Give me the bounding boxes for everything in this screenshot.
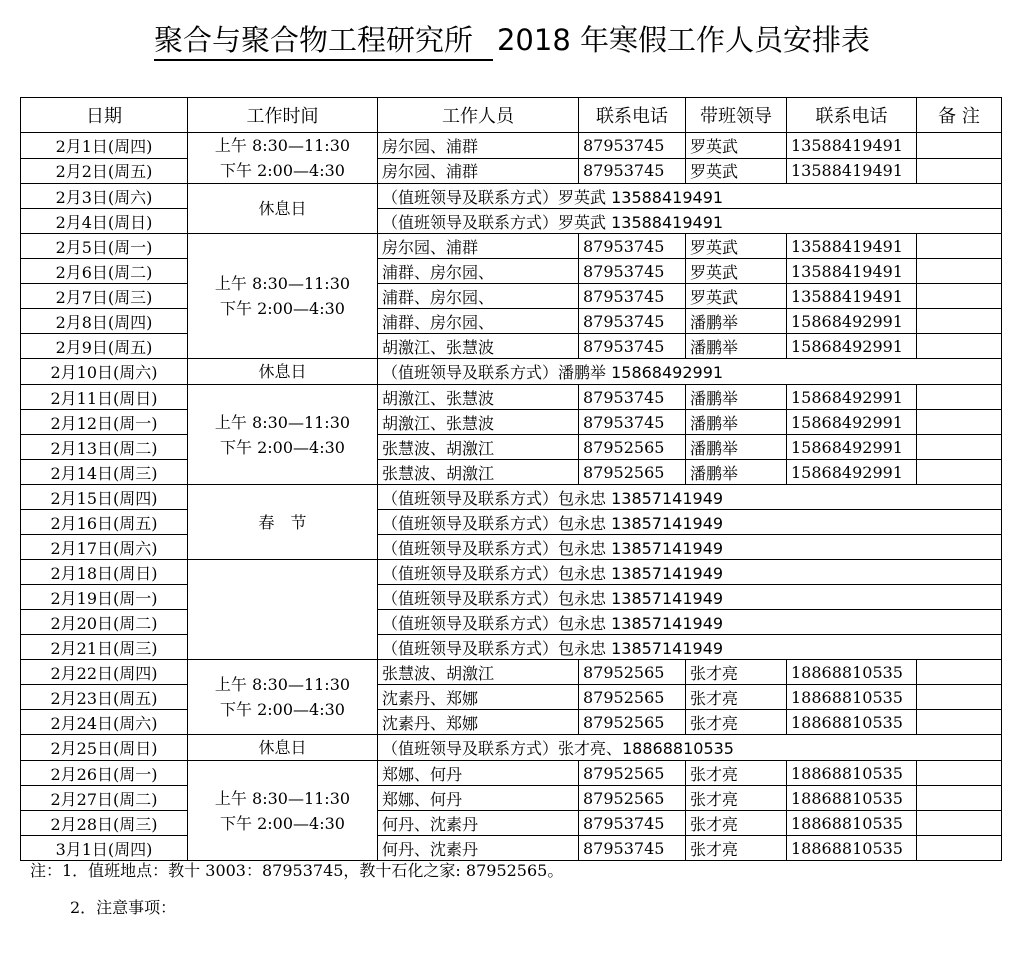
date-cell: 2月16日(周五) [21, 510, 188, 535]
staff-cell: 浦群、房尔园、 [378, 284, 579, 309]
table-row [21, 284, 1002, 309]
schedule-title: 2018 年寒假工作人员安排表 [496, 23, 871, 57]
header-work-time: 工作时间 [188, 98, 378, 133]
spring-festival-cell: 春 节 [188, 485, 378, 560]
staff-cell: 浦群、房尔园、 [378, 259, 579, 284]
date-cell: 2月17日(周六) [21, 535, 188, 560]
table-row [21, 184, 1002, 209]
remarks-cell [917, 385, 1002, 410]
remarks-cell [917, 309, 1002, 334]
staff-cell: 胡激江、张慧波 [378, 410, 579, 435]
staff-cell: 何丹、沈素丹 [378, 811, 579, 836]
remarks-cell [917, 460, 1002, 485]
staff-cell: 沈素丹、郑娜 [378, 685, 579, 710]
leader-cell: 张才亮 [686, 786, 787, 811]
leader-phone-cell: 18868810535 [787, 836, 917, 861]
leader-cell: 张才亮 [686, 685, 787, 710]
duty-leader-contact: （值班领导及联系方式）罗英武 13588419491 [378, 184, 1002, 209]
table-row [21, 735, 1002, 761]
date-cell: 2月22日(周四) [21, 660, 188, 685]
date-cell: 2月20日(周二) [21, 610, 188, 635]
note-matters: 2．注意事项： [70, 898, 177, 917]
leader-cell: 罗英武 [686, 234, 787, 259]
leader-phone-cell: 13588419491 [787, 259, 917, 284]
table-row [21, 811, 1002, 836]
leader-cell: 潘鹏举 [686, 435, 787, 460]
date-cell: 2月15日(周四) [21, 485, 188, 510]
date-cell: 2月12日(周一) [21, 410, 188, 435]
phone-cell: 87953745 [579, 309, 686, 334]
afternoon-hours: 下午 2:00—4:30 [220, 700, 345, 719]
phone-cell: 87953745 [579, 234, 686, 259]
leader-phone-cell: 13588419491 [787, 284, 917, 309]
table-row [21, 560, 1002, 585]
staff-cell: 何丹、沈素丹 [378, 836, 579, 861]
morning-hours: 上午 8:30—11:30 [214, 274, 351, 293]
remarks-cell [917, 284, 1002, 309]
leader-phone-cell: 15868492991 [787, 385, 917, 410]
table-row [21, 158, 1002, 184]
leader-cell: 罗英武 [686, 133, 787, 159]
page-title [0, 18, 1024, 61]
leader-phone-cell: 18868810535 [787, 710, 917, 735]
phone-cell: 87952565 [579, 435, 686, 460]
date-cell: 2月18日(周日) [21, 560, 188, 585]
date-cell: 2月9日(周五) [21, 334, 188, 359]
duty-leader-contact: （值班领导及联系方式）罗英武 13588419491 [378, 209, 1002, 234]
staff-cell: 房尔园、浦群 [378, 133, 579, 159]
rest-day-cell: 休息日 [188, 735, 378, 761]
leader-phone-cell: 13588419491 [787, 158, 917, 184]
table-row [21, 385, 1002, 410]
leader-phone-cell: 18868810535 [787, 811, 917, 836]
phone-cell: 87953745 [579, 284, 686, 309]
date-cell: 2月7日(周三) [21, 284, 188, 309]
date-cell: 2月13日(周二) [21, 435, 188, 460]
date-cell: 2月28日(周三) [21, 811, 188, 836]
leader-cell: 罗英武 [686, 284, 787, 309]
phone-cell: 87953745 [579, 410, 686, 435]
schedule-table [20, 97, 1002, 861]
remarks-cell [917, 710, 1002, 735]
work-time-cell [188, 133, 378, 184]
remarks-cell [917, 761, 1002, 786]
duty-leader-contact: （值班领导及联系方式）包永忠 13857141949 [378, 560, 1002, 585]
table-row [21, 234, 1002, 259]
table-row [21, 209, 1002, 234]
staff-cell: 胡激江、张慧波 [378, 385, 579, 410]
staff-cell: 沈素丹、郑娜 [378, 710, 579, 735]
staff-cell: 胡激江、张慧波 [378, 334, 579, 359]
header-remarks: 备 注 [917, 98, 1002, 133]
phone-cell: 87952565 [579, 460, 686, 485]
phone-cell: 87952565 [579, 761, 686, 786]
table-row [21, 685, 1002, 710]
leader-phone-cell: 18868810535 [787, 685, 917, 710]
table-row [21, 334, 1002, 359]
staff-cell: 郑娜、何丹 [378, 786, 579, 811]
phone-cell: 87952565 [579, 660, 686, 685]
phone-cell: 87953745 [579, 836, 686, 861]
duty-leader-contact: （值班领导及联系方式）潘鹏举 15868492991 [378, 359, 1002, 385]
staff-cell: 郑娜、何丹 [378, 761, 579, 786]
table-row [21, 786, 1002, 811]
schedule-body [21, 133, 1002, 861]
staff-cell: 浦群、房尔园、 [378, 309, 579, 334]
date-cell: 2月21日(周三) [21, 635, 188, 660]
table-row [21, 535, 1002, 560]
work-time-cell [188, 560, 378, 660]
afternoon-hours: 下午 2:00—4:30 [220, 299, 345, 318]
leader-phone-cell: 18868810535 [787, 761, 917, 786]
date-cell: 2月19日(周一) [21, 585, 188, 610]
phone-cell: 87952565 [579, 786, 686, 811]
leader-phone-cell: 15868492991 [787, 435, 917, 460]
date-cell: 2月26日(周一) [21, 761, 188, 786]
leader-phone-cell: 15868492991 [787, 334, 917, 359]
leader-cell: 罗英武 [686, 158, 787, 184]
table-row [21, 660, 1002, 685]
remarks-cell [917, 786, 1002, 811]
phone-cell: 87952565 [579, 685, 686, 710]
leader-cell: 潘鹏举 [686, 334, 787, 359]
phone-cell: 87953745 [579, 334, 686, 359]
date-cell: 2月5日(周一) [21, 234, 188, 259]
remarks-cell [917, 435, 1002, 460]
remarks-cell [917, 133, 1002, 159]
header-staff: 工作人员 [378, 98, 579, 133]
table-row [21, 585, 1002, 610]
afternoon-hours: 下午 2:00—4:30 [220, 161, 345, 180]
staff-cell: 张慧波、胡激江 [378, 660, 579, 685]
table-row [21, 610, 1002, 635]
afternoon-hours: 下午 2:00—4:30 [220, 437, 345, 457]
leader-cell: 潘鹏举 [686, 309, 787, 334]
leader-phone-cell: 13588419491 [787, 234, 917, 259]
leader-phone-cell: 15868492991 [787, 309, 917, 334]
header-date: 日期 [21, 98, 188, 133]
leader-phone-cell: 13588419491 [787, 133, 917, 159]
duty-leader-contact: （值班领导及联系方式）包永忠 13857141949 [378, 510, 1002, 535]
leader-cell: 张才亮 [686, 811, 787, 836]
remarks-cell [917, 158, 1002, 184]
date-cell: 2月23日(周五) [21, 685, 188, 710]
date-cell: 2月3日(周六) [21, 184, 188, 209]
phone-cell: 87952565 [579, 710, 686, 735]
date-cell: 2月8日(周四) [21, 309, 188, 334]
morning-hours: 上午 8:30—11:30 [214, 788, 351, 808]
header-leader: 带班领导 [686, 98, 787, 133]
remarks-cell [917, 334, 1002, 359]
header-row [21, 98, 1002, 133]
leader-cell: 张才亮 [686, 660, 787, 685]
remarks-cell [917, 836, 1002, 861]
table-row [21, 460, 1002, 485]
table-row [21, 510, 1002, 535]
institute-name: 聚合与聚合物工程研究所 [154, 18, 493, 61]
work-time-cell [188, 385, 378, 485]
leader-phone-cell: 15868492991 [787, 460, 917, 485]
remarks-cell [917, 811, 1002, 836]
remarks-cell [917, 410, 1002, 435]
leader-cell: 潘鹏举 [686, 410, 787, 435]
table-row [21, 435, 1002, 460]
date-cell: 2月4日(周日) [21, 209, 188, 234]
remarks-cell [917, 660, 1002, 685]
leader-cell: 潘鹏举 [686, 460, 787, 485]
duty-leader-contact: （值班领导及联系方式）包永忠 13857141949 [378, 485, 1002, 510]
leader-cell: 潘鹏举 [686, 385, 787, 410]
duty-leader-contact: （值班领导及联系方式）包永忠 13857141949 [378, 610, 1002, 635]
leader-cell: 张才亮 [686, 836, 787, 861]
staff-cell: 张慧波、胡激江 [378, 435, 579, 460]
date-cell: 2月6日(周二) [21, 259, 188, 284]
date-cell: 2月10日(周六) [21, 359, 188, 385]
duty-leader-contact: （值班领导及联系方式）包永忠 13857141949 [378, 635, 1002, 660]
remarks-cell [917, 685, 1002, 710]
table-row [21, 259, 1002, 284]
remarks-cell [917, 259, 1002, 284]
morning-hours: 上午 8:30—11:30 [214, 412, 351, 432]
morning-hours: 上午 8:30—11:30 [214, 675, 351, 694]
date-cell: 2月11日(周日) [21, 385, 188, 410]
table-row [21, 761, 1002, 786]
header-leader-phone: 联系电话 [787, 98, 917, 133]
work-time-cell [188, 234, 378, 359]
staff-cell: 房尔园、浦群 [378, 234, 579, 259]
phone-cell: 87953745 [579, 133, 686, 159]
phone-cell: 87953745 [579, 259, 686, 284]
leader-phone-cell: 18868810535 [787, 786, 917, 811]
staff-cell: 张慧波、胡激江 [378, 460, 579, 485]
rest-day-cell: 休息日 [188, 184, 378, 234]
table-row [21, 309, 1002, 334]
table-row [21, 410, 1002, 435]
afternoon-hours: 下午 2:00—4:30 [220, 813, 345, 833]
date-cell: 2月2日(周五) [21, 158, 188, 184]
note-location: 注：1．值班地点：教十 3003：87953745，教十石化之家: 87952565。 [30, 861, 564, 880]
leader-phone-cell: 15868492991 [787, 410, 917, 435]
phone-cell: 87953745 [579, 158, 686, 184]
table-row [21, 710, 1002, 735]
phone-cell: 87953745 [579, 385, 686, 410]
remarks-cell [917, 234, 1002, 259]
phone-cell: 87953745 [579, 811, 686, 836]
leader-cell: 张才亮 [686, 761, 787, 786]
work-time-cell [188, 660, 378, 735]
header-phone: 联系电话 [579, 98, 686, 133]
table-row [21, 133, 1002, 159]
work-time-cell [188, 761, 378, 861]
date-cell: 2月14日(周三) [21, 460, 188, 485]
table-row [21, 359, 1002, 385]
date-cell: 2月1日(周四) [21, 133, 188, 159]
duty-leader-contact: （值班领导及联系方式）张才亮、18868810535 [378, 735, 1002, 761]
date-cell: 2月27日(周二) [21, 786, 188, 811]
table-row [21, 836, 1002, 861]
table-row [21, 485, 1002, 510]
leader-cell: 张才亮 [686, 710, 787, 735]
duty-leader-contact: （值班领导及联系方式）包永忠 13857141949 [378, 585, 1002, 610]
rest-day-cell: 休息日 [188, 359, 378, 385]
date-cell: 3月1日(周四) [21, 836, 188, 861]
leader-phone-cell: 18868810535 [787, 660, 917, 685]
duty-leader-contact: （值班领导及联系方式）包永忠 13857141949 [378, 535, 1002, 560]
date-cell: 2月24日(周六) [21, 710, 188, 735]
date-cell: 2月25日(周日) [21, 735, 188, 761]
morning-hours: 上午 8:30—11:30 [214, 136, 351, 155]
leader-cell: 罗英武 [686, 259, 787, 284]
table-row [21, 635, 1002, 660]
staff-cell: 房尔园、浦群 [378, 158, 579, 184]
